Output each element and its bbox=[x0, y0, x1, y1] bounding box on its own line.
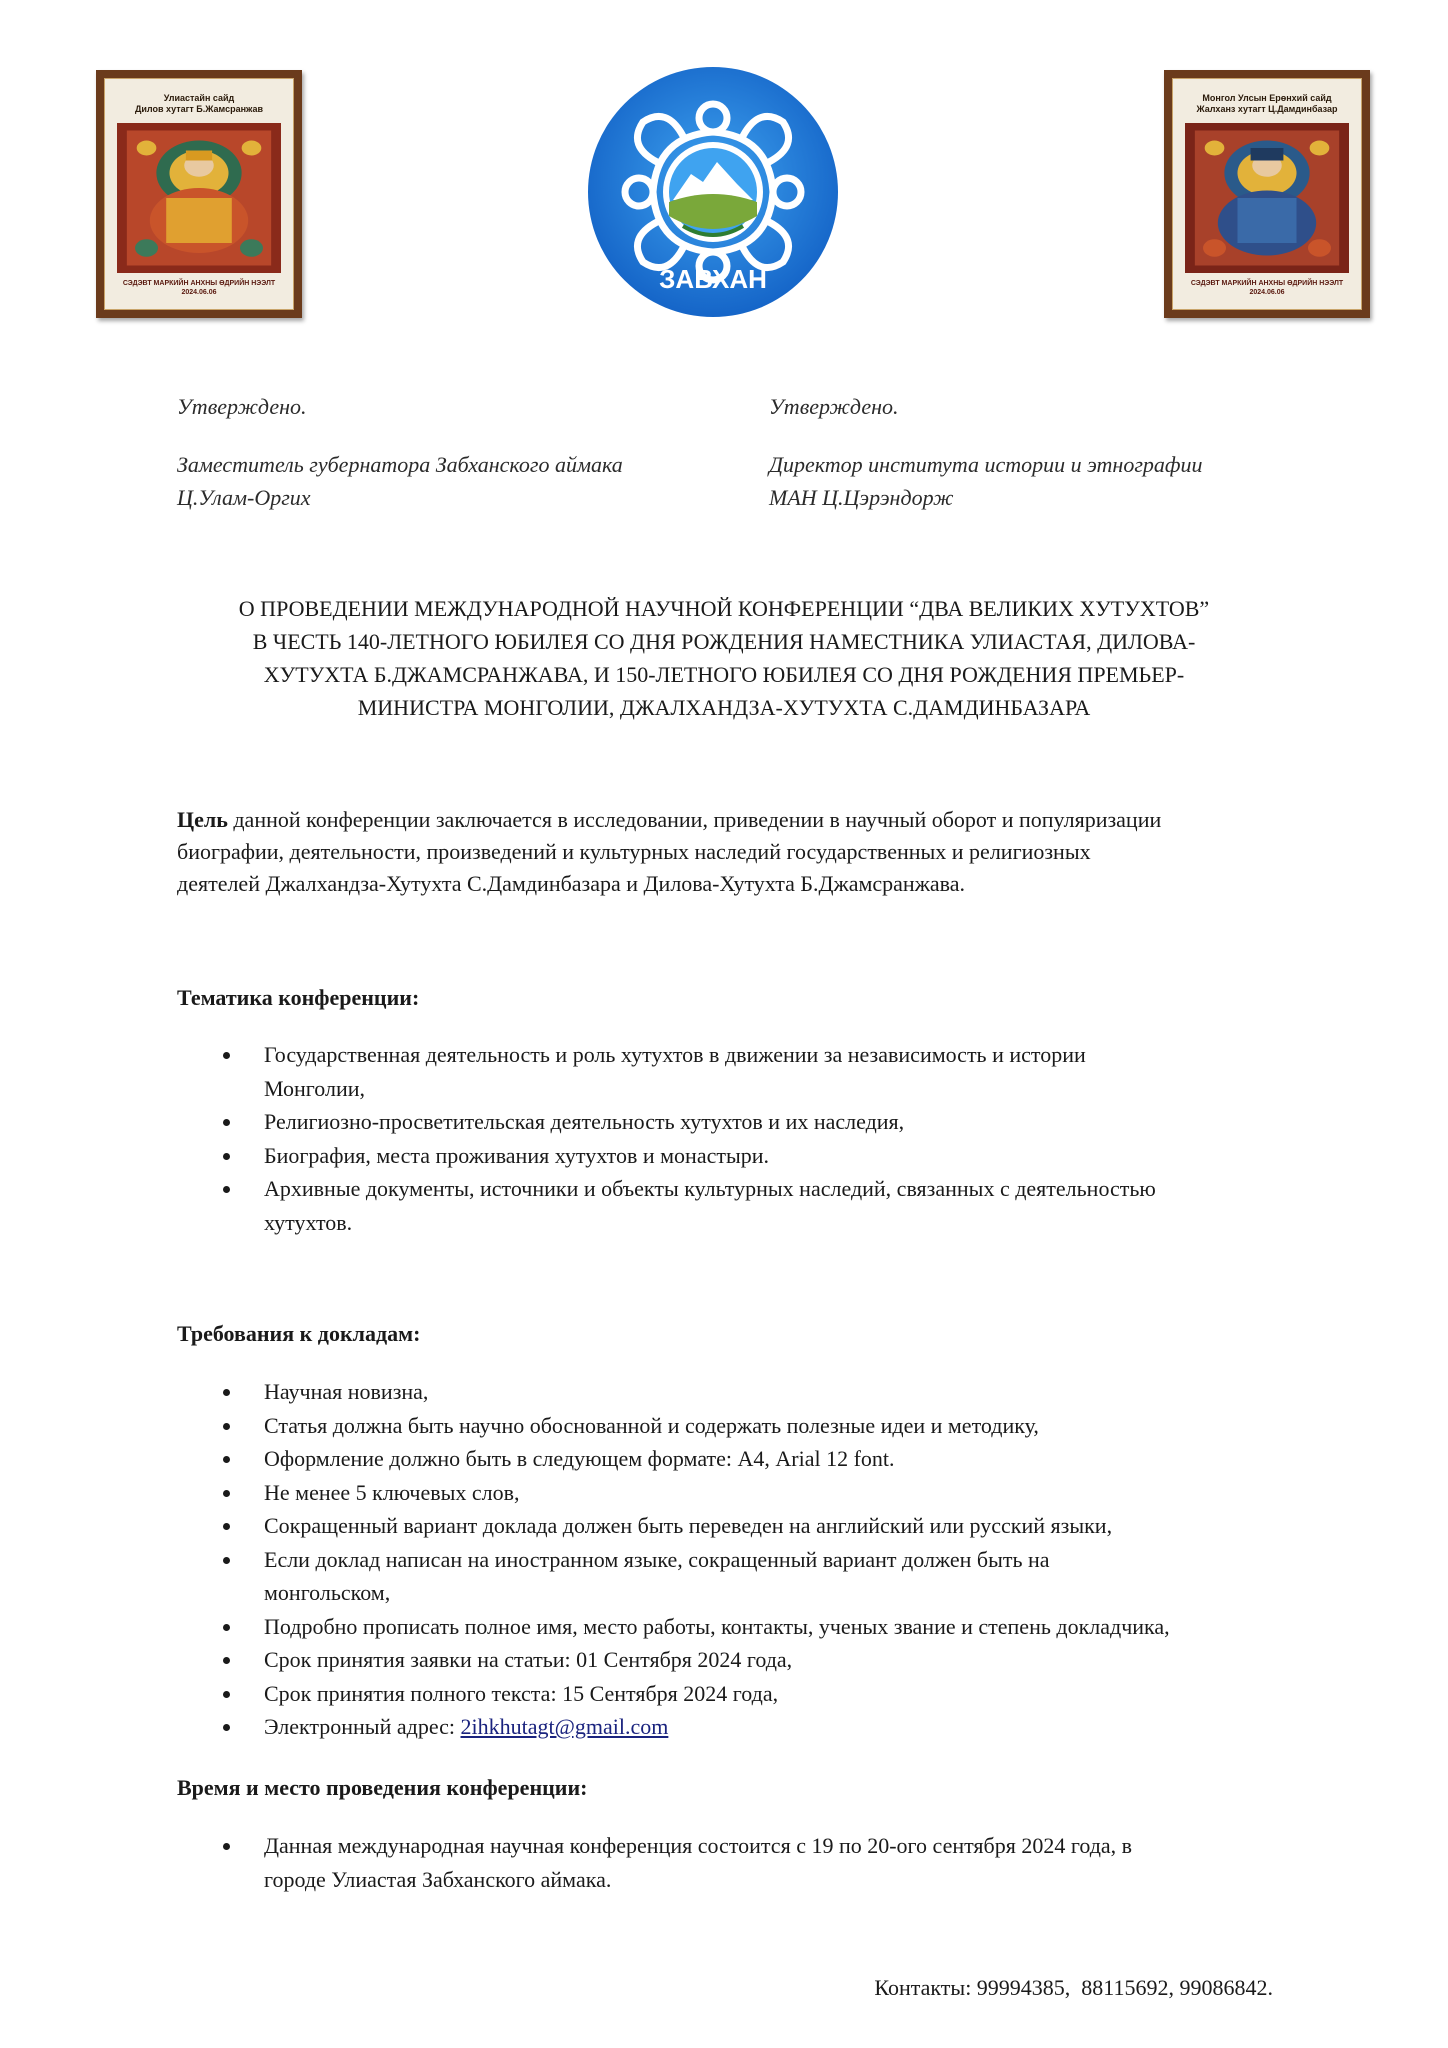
portrait-title-left: Улиастайн сайд Дилов хутагт Б.Жамсранжав bbox=[134, 93, 264, 114]
requirements-list bbox=[177, 1375, 1297, 1744]
list-item: Не менее 5 ключевых слов, bbox=[177, 1476, 1297, 1510]
bullet-icon bbox=[223, 1423, 230, 1430]
email-link[interactable]: 2ihkhutagt@gmail.com bbox=[460, 1714, 669, 1739]
portrait-caption-right: СЭДЭВТ МАРКИЙН АНХНЫ ӨДРИЙН НЭЭЛТ 2024.06.06 bbox=[1190, 280, 1344, 296]
bullet-icon bbox=[223, 1490, 230, 1497]
goal-text-line: данной конференции заключается в исследовании, приведении в научный оборот и популяризации bbox=[227, 807, 1162, 832]
requirements-heading: Требования к докладам: bbox=[177, 1321, 421, 1346]
portrait-frame-left bbox=[96, 70, 302, 318]
list-item: Государственная деятельность и роль хутухтов в движении за независимость и истории Монголии, bbox=[177, 1038, 1297, 1105]
bullet-icon bbox=[223, 1456, 230, 1463]
bullet-icon bbox=[223, 1724, 230, 1731]
title-line: О ПРОВЕДЕНИИ МЕЖДУНАРОДНОЙ НАУЧНОЙ КОНФЕРЕНЦИИ “ДВА ВЕЛИКИХ ХУТУХТОВ” bbox=[238, 596, 1210, 621]
bullet-icon bbox=[223, 1557, 230, 1564]
approval-right-position: Директор института истории и этнографии bbox=[769, 452, 1203, 477]
contacts: Контакты: 99994385, 88115692, 99086842. bbox=[874, 1975, 1273, 2000]
approval-left-name: Ц.Улам-Оргих bbox=[177, 485, 311, 510]
list-item: Статья должна быть научно обоснованной и содержать полезные идеи и методику, bbox=[177, 1409, 1297, 1443]
list-item: Научная новизна, bbox=[177, 1375, 1297, 1409]
list-item: Срок принятия полного текста: 15 Сентября 2024 года, bbox=[177, 1677, 1297, 1711]
bullet-icon bbox=[223, 1186, 230, 1193]
list-item: Сокращенный вариант доклада должен быть переведен на английский или русский языки, bbox=[177, 1509, 1297, 1543]
title-line: МИНИСТРА МОНГОЛИИ, ДЖАЛХАНДЗА-ХУТУХТА С.ДАМДИНБАЗАРА bbox=[357, 695, 1091, 720]
email-label: Электронный адрес: bbox=[264, 1714, 461, 1739]
topics-list bbox=[177, 1038, 1297, 1239]
title-line: ХУТУХТА Б.ДЖАМСРАНЖАВА, И 150-ЛЕТНОГО ЮБИЛЕЯ СО ДНЯ РОЖДЕНИЯ ПРЕМЬЕР- bbox=[263, 662, 1185, 687]
list-item: Архивные документы, источники и объекты культурных наследий, связанных с деятельностью хутухтов. bbox=[177, 1172, 1297, 1239]
title-line: В ЧЕСТЬ 140-ЛЕТНОГО ЮБИЛЕЯ СО ДНЯ РОЖДЕНИЯ НАМЕСТНИКА УЛИАСТАЯ, ДИЛОВА- bbox=[252, 629, 1196, 654]
list-item: Срок принятия заявки на статьи: 01 Сентября 2024 года, bbox=[177, 1643, 1297, 1677]
approval-left-position: Заместитель губернатора Забханского аймака bbox=[177, 452, 623, 477]
venue-list bbox=[177, 1829, 1297, 1896]
approval-right-name: МАН Ц.Цэрэндорж bbox=[769, 485, 954, 510]
list-item: Религиозно-просветительская деятельность хутухтов и их наследия, bbox=[177, 1105, 1297, 1139]
portrait-caption-left: СЭДЭВТ МАРКИЙН АНХНЫ ӨДРИЙН НЭЭЛТ 2024.06.06 bbox=[122, 280, 276, 296]
bullet-icon bbox=[223, 1119, 230, 1126]
goal-paragraph bbox=[177, 804, 1327, 900]
bullet-icon bbox=[223, 1523, 230, 1530]
list-item: Если доклад написан на иностранном языке, сокращенный вариант должен быть на монгольском, bbox=[177, 1543, 1297, 1610]
bullet-icon bbox=[223, 1153, 230, 1160]
bullet-icon bbox=[223, 1624, 230, 1631]
bullet-icon bbox=[223, 1389, 230, 1396]
list-item: Оформление должно быть в следующем формате: А4, Arial 12 font. bbox=[177, 1442, 1297, 1476]
portrait-title-right: Монгол Улсын Ерөнхий сайд Жалханз хутагт Ц.Дамдинбазар bbox=[1196, 93, 1338, 114]
portrait-art-left bbox=[117, 123, 281, 273]
portrait-frame-right bbox=[1164, 70, 1370, 318]
list-item: Биография, места проживания хутухтов и монастыри. bbox=[177, 1139, 1297, 1173]
list-item: Подробно прописать полное имя, место работы, контакты, ученых звание и степень докладчика, bbox=[177, 1610, 1297, 1644]
goal-text-line: деятелей Джалхандза-Хутухта С.Дамдинбазара и Дилова-Хутухта Б.Джамсранжава. bbox=[177, 871, 966, 896]
approval-right-approved: Утверждено. bbox=[769, 394, 899, 419]
list-item-email bbox=[177, 1710, 1297, 1744]
goal-label: Цель bbox=[177, 807, 228, 832]
bullet-icon bbox=[223, 1843, 230, 1850]
zavkhan-emblem bbox=[587, 66, 839, 318]
document-title bbox=[150, 592, 1298, 724]
topics-heading: Тематика конференции: bbox=[177, 985, 420, 1010]
emblem-label: ЗАВХАН bbox=[659, 264, 767, 294]
bullet-icon bbox=[223, 1691, 230, 1698]
venue-heading: Время и место проведения конференции: bbox=[177, 1775, 588, 1800]
approval-left-approved: Утверждено. bbox=[177, 394, 307, 419]
list-item: Данная международная научная конференция состоится с 19 по 20-ого сентября 2024 года, в городе Улиастая Забханского аймака. bbox=[177, 1829, 1297, 1896]
bullet-icon bbox=[223, 1052, 230, 1059]
goal-text-line: биографии, деятельности, произведений и культурных наследий государственных и религиозных bbox=[177, 839, 1091, 864]
bullet-icon bbox=[223, 1657, 230, 1664]
portrait-art-right bbox=[1185, 123, 1349, 273]
